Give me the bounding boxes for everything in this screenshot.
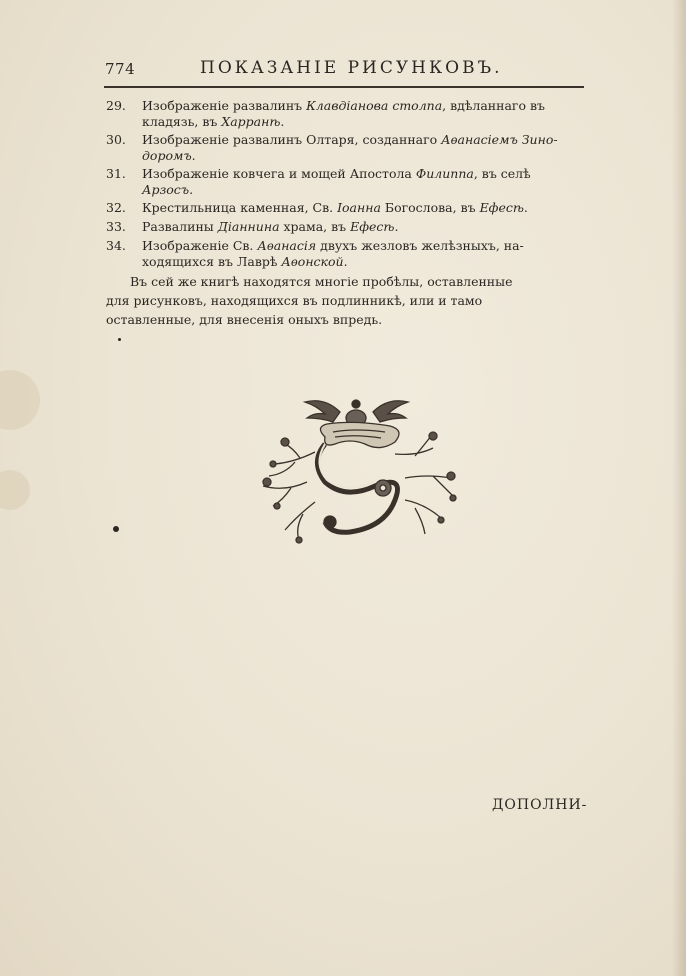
item-number: 32. (106, 200, 126, 215)
list-item (106, 238, 596, 272)
item-text: Изображеніе ковчега и мощей Апостола Филиппа, въ селѣ (142, 166, 531, 181)
item-text-continued: Арзосъ. (142, 182, 194, 197)
item-number: 34. (106, 238, 126, 253)
item-text-continued: кладязь, въ Харранѣ. (142, 114, 285, 129)
paragraph-line: оставленные, для внесенія оныхъ впредь. (106, 312, 383, 327)
eagle-vignette-icon (255, 382, 460, 552)
ink-speck (113, 526, 119, 532)
list-item (106, 219, 596, 238)
paper-stain (0, 470, 30, 510)
note-paragraph (106, 272, 576, 329)
figure-list (106, 98, 596, 272)
item-text: Развалины Діаннина храма, въ Ефесѣ. (142, 219, 399, 234)
ink-speck (118, 338, 121, 341)
header-rule (104, 86, 584, 88)
item-text: Изображеніе развалинъ Олтаря, созданнаго Аѳанасіемъ Зино- (142, 132, 558, 147)
item-number: 30. (106, 132, 126, 147)
page-gutter-shadow (672, 0, 686, 976)
item-number: 29. (106, 98, 126, 113)
item-number: 31. (106, 166, 126, 181)
list-item (106, 132, 596, 166)
paragraph-line: для рисунковъ, находящихся въ подлинникѣ, или и тамо (106, 293, 483, 308)
item-text: Крестильница каменная, Св. Іоанна Богослова, въ Ефесѣ. (142, 200, 528, 215)
list-item (106, 200, 596, 219)
item-text-continued: доромъ. (142, 148, 196, 163)
running-title: ПОКАЗАНІЕ РИСУНКОВЪ. (200, 58, 503, 78)
item-text: Изображеніе развалинъ Клавдіанова столпа, вдѣланнаго въ (142, 98, 545, 113)
paper-stain (0, 370, 40, 430)
list-item (106, 98, 596, 132)
item-text: Изображеніе Св. Аѳанасія двухъ жезловъ желѣзныхъ, на- (142, 238, 524, 253)
catchword: ДОПОЛНИ- (492, 797, 588, 813)
list-item (106, 166, 596, 200)
paragraph-line: Въ сей же книгѣ находятся многіе пробѣлы, оставленные (130, 274, 513, 289)
page-header (105, 58, 581, 84)
item-number: 33. (106, 219, 126, 234)
item-text-continued: ходящихся въ Лаврѣ Аѳонской. (142, 254, 348, 269)
page-number: 774 (105, 60, 136, 78)
